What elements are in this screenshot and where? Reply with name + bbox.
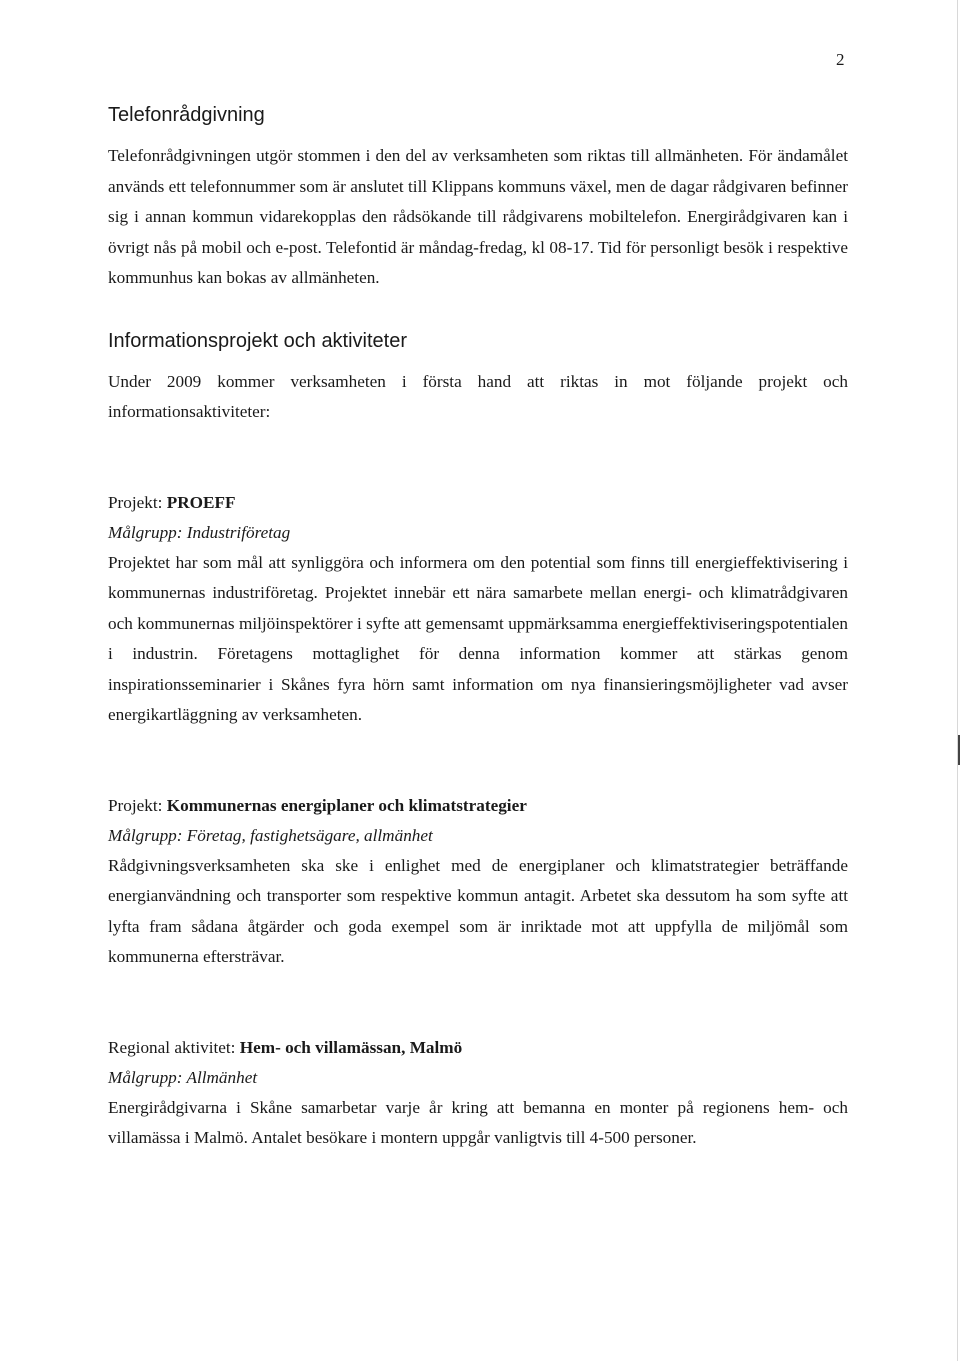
heading-telefonradgivning: Telefonrådgivning — [108, 104, 265, 126]
target-group-energiplaner: Målgrupp: Företag, fastighetsägare, allmänhet — [108, 825, 433, 845]
scan-edge-line — [957, 0, 958, 1361]
target-group-proeff: Målgrupp: Industriföretag — [108, 522, 291, 542]
activity-line-villamassan — [108, 1033, 848, 1063]
paragraph-energiplaner: Rådgivningsverksamheten ska ske i enlighet med de energiplaner och klimatstrategier beträffande energianvändning och transporter som respektive kommun antagit. Arbetet ska dessutom ha som syfte att lyfta fram sådana åtgärder och goda exempel som är inriktade mot att uppfylla de miljömål som kommunerna eftersträvar. — [108, 855, 848, 966]
paragraph-informationsprojekt-intro: Under 2009 kommer verksamheten i första hand att riktas in mot följande projekt och informationsaktiviteter: — [108, 371, 848, 421]
heading-informationsprojekt: Informationsprojekt och aktiviteter — [108, 329, 408, 352]
project-prefix: Projekt: — [108, 492, 167, 512]
project-name-energiplaner: Kommunernas energiplaner och klimatstrategier — [166, 795, 527, 815]
activity-prefix: Regional aktivitet: — [108, 1037, 240, 1057]
project-name-proeff: PROEFF — [166, 492, 236, 512]
project-line-energiplaner — [108, 791, 848, 821]
project-prefix: Projekt: — [108, 795, 167, 815]
document-body — [108, 104, 848, 1154]
target-group-villamassan: Målgrupp: Allmänhet — [108, 1067, 258, 1087]
paragraph-telefonradgivning: Telefonrådgivningen utgör stommen i den del av verksamheten som riktas till allmänheten. För ändamålet används ett telefonnummer som är anslutet till Klippans kommuns växel, men de dagar rådgivaren befinner sig i annan kommun vidarekopplas den rådsökande till rådgivarens mobiltelefon. Energirådgivaren kan i övrigt nås på mobil och e-post. Telefontid är måndag-fredag, kl 08-17. Tid för personligt besök i respektive kommunhus kan bokas av allmänheten. — [108, 146, 848, 287]
paragraph-villamassan: Energirådgivarna i Skåne samarbetar varje år kring att bemanna en monter på regionens hem- och villamässa i Malmö. Antalet besökare i montern uppgår vanligtvis till 4-500 personer. — [108, 1097, 848, 1147]
project-line-proeff — [108, 488, 848, 518]
paragraph-proeff: Projektet har som mål att synliggöra och informera om den potential som finns till energieffektivisering i kommunernas industriföretag. Projektet innebär ett nära samarbete mellan energi- och klimatrådgivaren och kommunernas miljöinspektörer i syfte att gemensamt uppmärksamma energieffektiviseringspotentialen i industrin. Företagens mottaglighet för denna information kommer att stärkas genom inspirationsseminarier i Skånes fyra hörn samt information om nya finansieringsmöjligheter vad avser energikartläggning av verksamheten. — [108, 552, 848, 724]
activity-name-villamassan: Hem- och villamässan, Malmö — [239, 1037, 463, 1057]
page-number: 2 — [836, 50, 845, 69]
